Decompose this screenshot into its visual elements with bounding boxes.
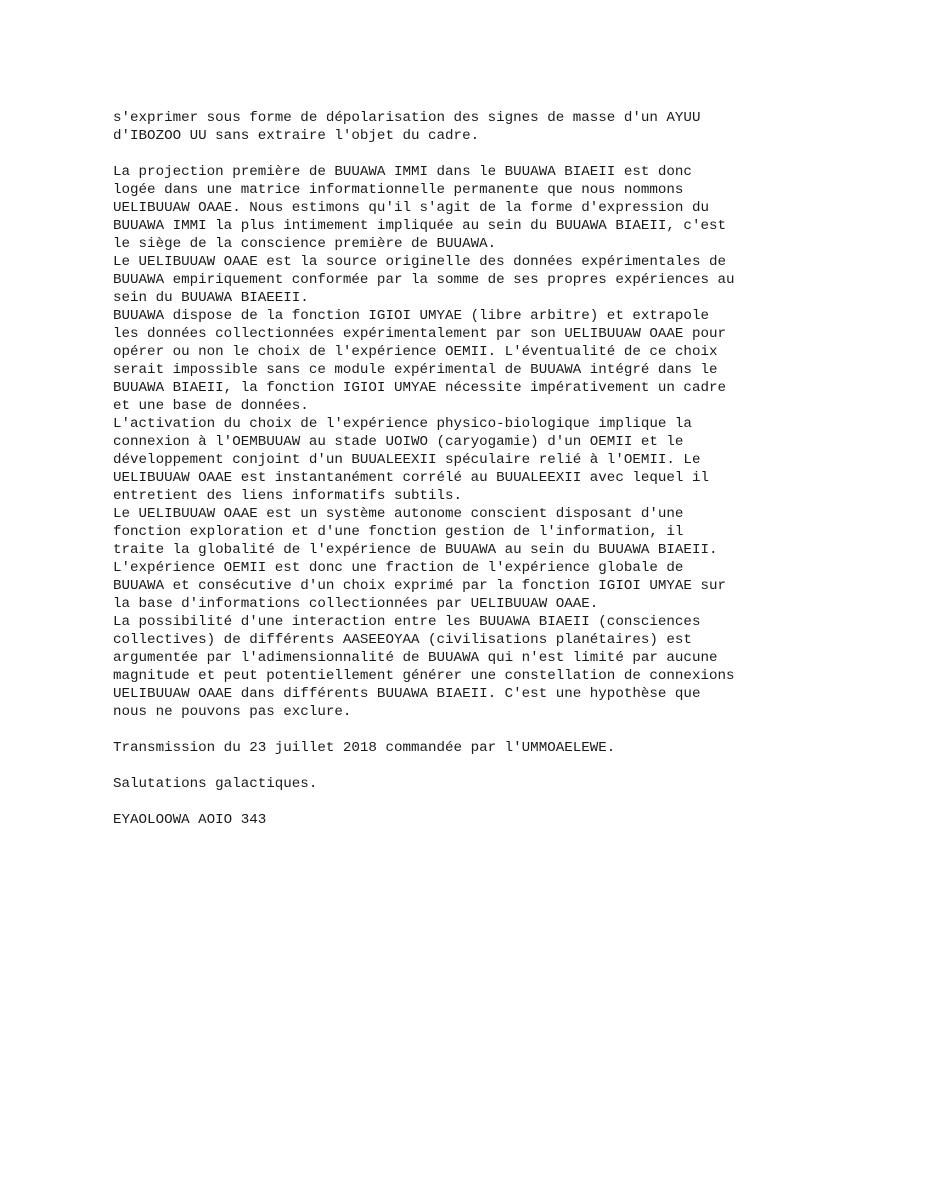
text-line: et une base de données. [113,398,309,414]
document-body [113,109,913,829]
text-line: sein du BUUAWA BIAEEII. [113,290,309,306]
text-line: développement conjoint d'un BUUALEEXII spéculaire relié à l'OEMII. Le [113,452,701,468]
text-line: serait impossible sans ce module expérimental de BUUAWA intégré dans le [113,362,718,378]
text-line: BUUAWA dispose de la fonction IGIOI UMYAE (libre arbitre) et extrapole [113,308,709,324]
text-line: BUUAWA et consécutive d'un choix exprimé par la fonction IGIOI UMYAE sur [113,578,726,594]
text-line: les données collectionnées expérimentalement par son UELIBUUAW OAAE pour [113,326,726,342]
text-line: UELIBUUAW OAAE. Nous estimons qu'il s'agit de la forme d'expression du [113,200,709,216]
text-line: UELIBUUAW OAAE dans différents BUUAWA BIAEII. C'est une hypothèse que [113,686,701,702]
text-line: Le UELIBUUAW OAAE est la source originelle des données expérimentales de [113,254,726,270]
text-line: entretient des liens informatifs subtils. [113,488,463,504]
text-line: L'expérience OEMII est donc une fraction de l'expérience globale de [113,560,684,576]
text-line: opérer ou non le choix de l'expérience OEMII. L'éventualité de ce choix [113,344,718,360]
text-line: L'activation du choix de l'expérience physico-biologique implique la [113,416,692,432]
text-line: fonction exploration et d'une fonction gestion de l'information, il [113,524,684,540]
text-line: collectives) de différents AASEEOYAA (civilisations planétaires) est [113,632,692,648]
text-line: nous ne pouvons pas exclure. [113,704,352,720]
blank-line [113,757,913,775]
text-line: le siège de la conscience première de BUUAWA. [113,236,497,252]
text-line: EYAOLOOWA AOIO 343 [113,812,267,828]
blank-line [113,721,913,739]
blank-line [113,793,913,811]
text-line: Le UELIBUUAW OAAE est un système autonome conscient disposant d'une [113,506,684,522]
text-line: la base d'informations collectionnées par UELIBUUAW OAAE. [113,596,599,612]
text-line: BUUAWA IMMI la plus intimement impliquée au sein du BUUAWA BIAEII, c'est [113,218,726,234]
text-line: BUUAWA empiriquement conformée par la somme de ses propres expériences au [113,272,735,288]
text-line: UELIBUUAW OAAE est instantanément corrélé au BUUALEEXII avec lequel il [113,470,709,486]
text-line: Transmission du 23 juillet 2018 commandée par l'UMMOAELEWE. [113,740,616,756]
text-line: d'IBOZOO UU sans extraire l'objet du cadre. [113,128,480,144]
text-line: La projection première de BUUAWA IMMI dans le BUUAWA BIAEII est donc [113,164,692,180]
text-line: La possibilité d'une interaction entre les BUUAWA BIAEII (consciences [113,614,701,630]
text-line: s'exprimer sous forme de dépolarisation des signes de masse d'un AYUU [113,110,701,126]
text-line: magnitude et peut potentiellement générer une constellation de connexions [113,668,735,684]
text-line: logée dans une matrice informationnelle permanente que nous nommons [113,182,684,198]
text-line: traite la globalité de l'expérience de BUUAWA au sein du BUUAWA BIAEII. [113,542,718,558]
blank-line [113,145,913,163]
text-line: BUUAWA BIAEII, la fonction IGIOI UMYAE nécessite impérativement un cadre [113,380,726,396]
text-line: Salutations galactiques. [113,776,318,792]
text-line: connexion à l'OEMBUUAW au stade UOIWO (caryogamie) d'un OEMII et le [113,434,684,450]
text-line: argumentée par l'adimensionnalité de BUUAWA qui n'est limité par aucune [113,650,718,666]
